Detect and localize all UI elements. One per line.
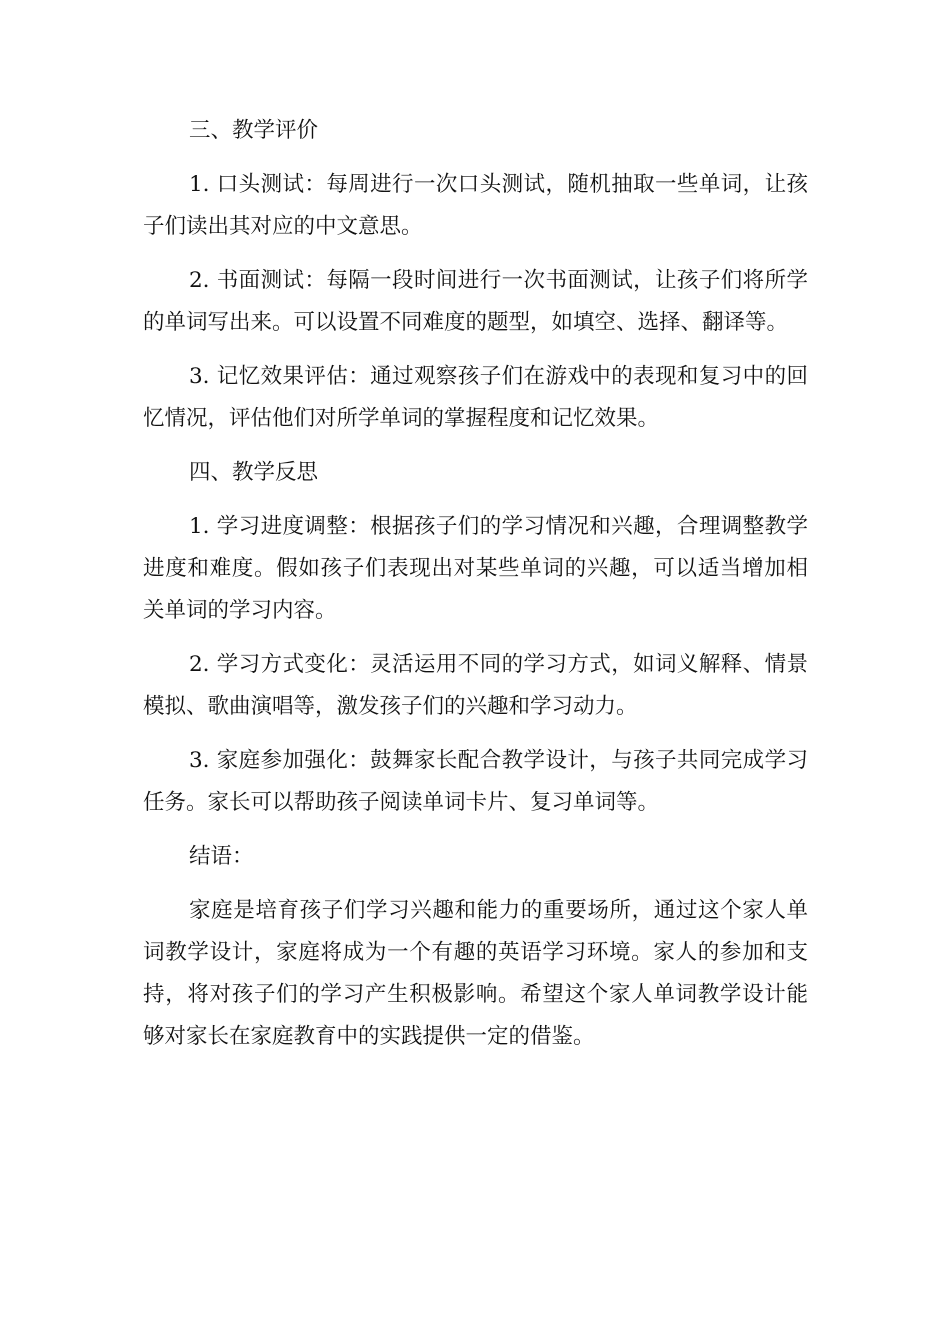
section-heading-evaluation: 三、教学评价	[189, 118, 319, 143]
paragraph-method-variation: 2. 学习方式变化：灵活运用不同的学习方式，如词义解释、情景模拟、歌曲演唱等，激发孩子们的兴趣和学习动力。	[143, 652, 808, 719]
paragraph-written-test: 2. 书面测试：每隔一段时间进行一次书面测试，让孩子们将所学的单词写出来。可以设置不同难度的题型，如填空、选择、翻译等。	[143, 268, 808, 335]
paragraph-family-participation: 3. 家庭参加强化：鼓舞家长配合教学设计，与孩子共同完成学习任务。家长可以帮助孩子阅读单词卡片、复习单词等。	[143, 748, 808, 815]
paragraph-conclusion: 家庭是培育孩子们学习兴趣和能力的重要场所，通过这个家人单词教学设计，家庭将成为一个有趣的英语学习环境。家人的参加和支持，将对孩子们的学习产生积极影响。希望这个家人单词教学设计能够对家长在家庭教育中的实践提供一定的借鉴。	[143, 898, 808, 1049]
paragraph-memory-assessment: 3. 记忆效果评估：通过观察孩子们在游戏中的表现和复习中的回忆情况，评估他们对所学单词的掌握程度和记忆效果。	[143, 364, 808, 431]
section-heading-conclusion: 结语：	[189, 844, 254, 869]
document-body	[143, 110, 808, 1070]
paragraph-progress-adjustment: 1. 学习进度调整：根据孩子们的学习情况和兴趣，合理调整教学进度和难度。假如孩子们表现出对某些单词的兴趣，可以适当增加相关单词的学习内容。	[143, 514, 808, 623]
paragraph-oral-test: 1. 口头测试：每周进行一次口头测试，随机抽取一些单词，让孩子们读出其对应的中文意思。	[143, 172, 808, 239]
section-heading-reflection: 四、教学反思	[189, 460, 319, 485]
